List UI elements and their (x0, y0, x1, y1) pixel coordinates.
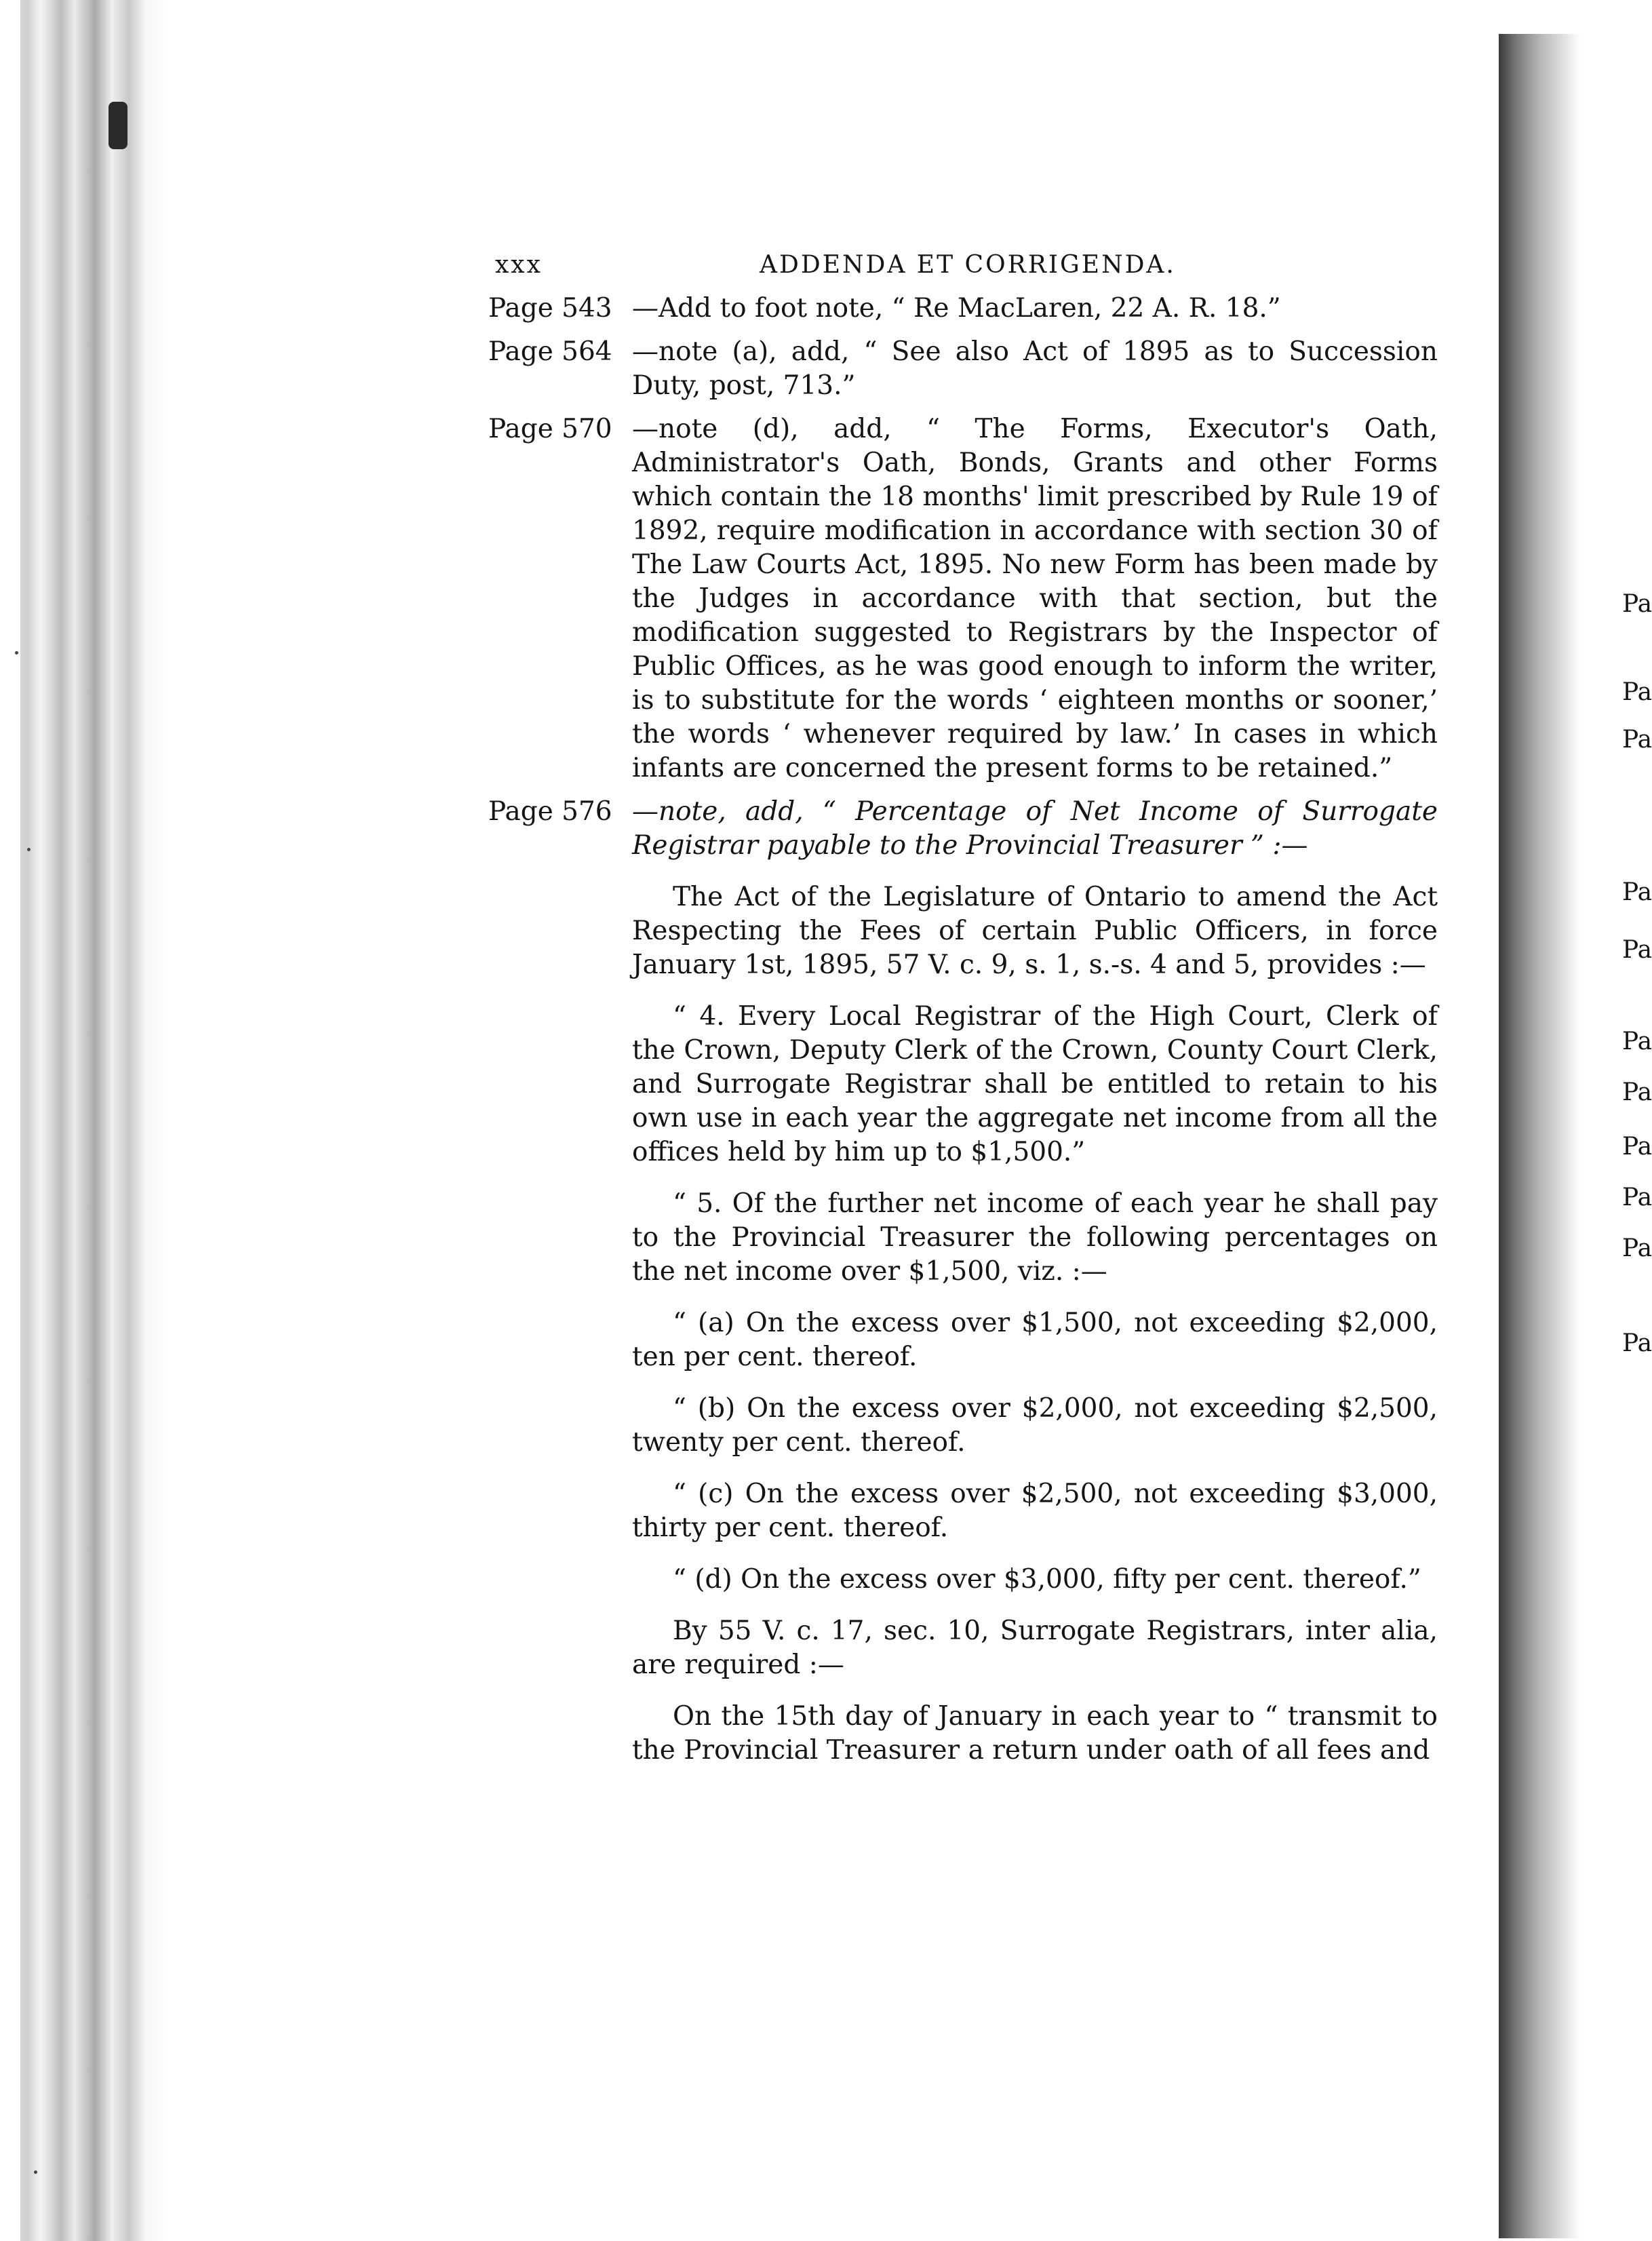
page-body (488, 244, 1438, 1785)
addenda-entry (488, 292, 1438, 326)
paragraph: By 55 V. c. 17, sec. 10, Surrogate Registrars, inter alia, are required :— (632, 1616, 1438, 1680)
facing-page-fragment: Pa (1622, 590, 1652, 618)
running-head (488, 244, 1438, 292)
scan-dot (27, 848, 31, 851)
page-title: ADDENDA ET CORRIGENDA. (760, 251, 1176, 279)
entry-page-label: Page 576 (488, 796, 612, 827)
book-gutter (1499, 34, 1580, 2238)
addenda-entry (488, 795, 1438, 863)
addenda-entry (488, 335, 1438, 403)
quoted-subclause: “ (a) On the excess over $1,500, not exceeding $2,000, ten per cent. thereof. (632, 1308, 1438, 1372)
facing-page-fragment: Pa (1622, 726, 1652, 754)
entry-text: —Add to foot note, “ Re MacLaren, 22 A. R. 18.” (632, 293, 1281, 324)
facing-page-fragment: Pa (1622, 1133, 1652, 1161)
facing-page-fragment: Pa (1622, 878, 1652, 906)
facing-page-fragment: Pa (1622, 678, 1652, 706)
page-edge-shading (0, 0, 170, 2241)
facing-page-fragment: Pa (1622, 1078, 1652, 1106)
facing-page (1580, 0, 1652, 2241)
entry-text: —note (a), add, “ See also Act of 1895 as to Succession Duty, post, 713.” (632, 336, 1438, 401)
quoted-paragraph: “ 4. Every Local Registrar of the High Court, Clerk of the Crown, Deputy Clerk of the Crown, County Court Clerk, and Surrogate Registrar shall be entitled to retain to his own use in each year the aggregate net income from all the offices held by him up to $1,500.” (632, 1001, 1438, 1167)
quoted-subclause: “ (b) On the excess over $2,000, not exceeding $2,500, twenty per cent. thereof. (632, 1393, 1438, 1458)
paragraph: On the 15th day of January in each year to “ transmit to the Provincial Treasurer a return under oath of all fees and (632, 1701, 1438, 1766)
facing-page-fragment: Pa (1622, 1329, 1652, 1357)
scan-margin (0, 0, 20, 2241)
entry-page-label: Page 564 (488, 336, 612, 367)
facing-page-fragment: Pa (1622, 936, 1652, 964)
quoted-subclause: “ (d) On the excess over $3,000, fifty per cent. thereof.” (673, 1564, 1421, 1595)
quoted-subclause: “ (c) On the excess over $2,500, not exceeding $3,000, thirty per cent. thereof. (632, 1479, 1438, 1543)
facing-page-fragment: Pa (1622, 1234, 1652, 1262)
paragraph: The Act of the Legislature of Ontario to amend the Act Respecting the Fees of certain Public Officers, in force January 1st, 1895, 57 V. c. 9, s. 1, s.-s. 4 and 5, provides :— (632, 882, 1438, 980)
facing-page-fragment: Pa (1622, 1184, 1652, 1211)
entry-page-label: Page 570 (488, 414, 612, 444)
facing-page-fragment: Pa (1622, 1028, 1652, 1055)
page-number: xxx (495, 251, 543, 279)
entry-page-label: Page 543 (488, 293, 612, 324)
entry-text: —note (d), add, “ The Forms, Executor's Oath, Administrator's Oath, Bonds, Grants and other Forms which contain the 18 months' limit prescribed by Rule 19 of 1892, require modification in accordance with section 30 of The Law Courts Act, 1895. No new Form has been made by the Judges in accordance with that section, but the modification suggested to Registrars by the Inspector of Public Offices, as he was good enough to inform the writer, is to substitute for the words ‘ eighteen months or sooner,’ the words ‘ whenever required by law.’ In cases in which infants are concerned the present forms to be retained.” (632, 414, 1438, 783)
scan-mark (109, 102, 127, 149)
quoted-paragraph: “ 5. Of the further net income of each year he shall pay to the Provincial Treasurer the following percentages on the net income over $1,500, viz. :— (632, 1188, 1438, 1287)
addenda-entry (488, 412, 1438, 785)
entry-text: —note, add, “ Percentage of Net Income of Surrogate Registrar payable to the Provincial Treasurer ” :— (632, 796, 1438, 861)
scan-dot (34, 2170, 37, 2174)
scan-dot (15, 651, 18, 655)
